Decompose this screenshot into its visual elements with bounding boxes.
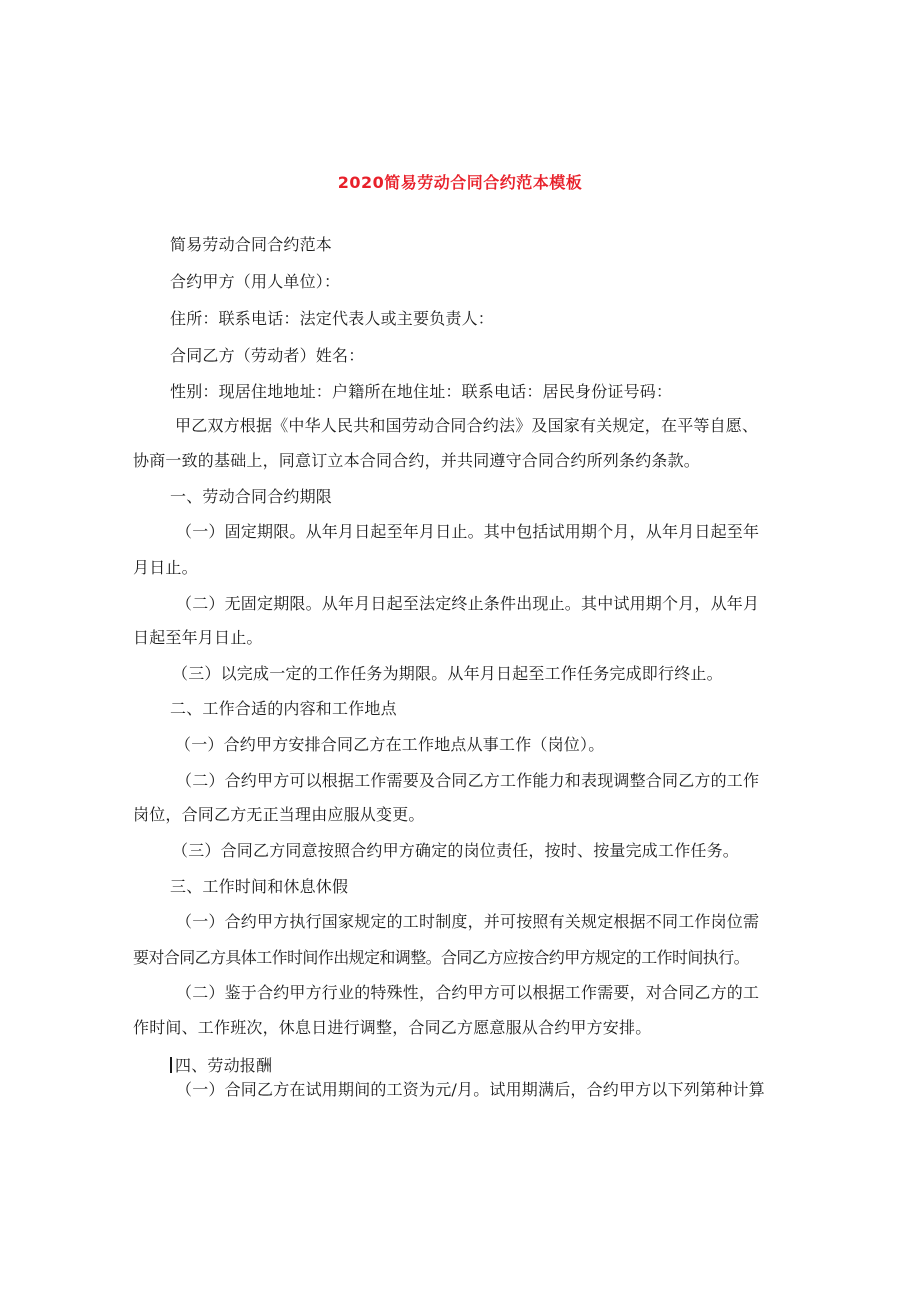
text-line: （三）合同乙方同意按照合约甲方确定的岗位责任，按时、按量完成工作任务。 — [172, 841, 740, 860]
margin-bar-mark — [170, 1057, 172, 1073]
text-line: 甲乙双方根据《中华人民共和国劳动合同合约法》及国家有关规定，在平等自愿、 — [175, 416, 759, 435]
text-line: 协商一致的基础上，同意订立本合同合约，并共同遵守合同合约所列条约条款。 — [133, 451, 701, 470]
section-heading: 三、工作时间和休息休假 — [170, 877, 349, 896]
text-line: （一）固定期限。从年月日起至年月日止。其中包括试用期个月，从年月日起至年 — [176, 522, 760, 541]
text-line: 合约甲方（用人单位）： — [170, 272, 341, 291]
text-line: 住所：联系电话：法定代表人或主要负责人： — [170, 309, 495, 328]
text-line: 作时间、工作班次，休息日进行调整，合同乙方愿意服从合约甲方安排。 — [133, 1018, 652, 1037]
text-line: （一）合同乙方在试用期间的工资为元/月。试用期满后，合约甲方以下列第种计算 — [176, 1080, 765, 1099]
text-line: 合同乙方（劳动者）姓名： — [170, 346, 365, 365]
text-line: 岗位，合同乙方无正当理由应服从变更。 — [133, 805, 425, 824]
text-line: （二）合约甲方可以根据工作需要及合同乙方工作能力和表现调整合同乙方的工作 — [176, 771, 760, 790]
text-line: 月日止。 — [133, 558, 198, 577]
text-line: （二）无固定期限。从年月日起至法定终止条件出现止。其中试用期个月，从年月 — [176, 594, 760, 613]
text-line: 性别：现居住地地址：户籍所在地住址：联系电话：居民身份证号码： — [170, 382, 673, 401]
text-line: （二）鉴于合约甲方行业的特殊性，合约甲方可以根据工作需要，对合同乙方的工 — [176, 983, 760, 1002]
section-heading: 二、工作合适的内容和工作地点 — [170, 699, 397, 718]
text-line: （三）以完成一定的工作任务为期限。从年月日起至工作任务完成即行终止。 — [172, 664, 723, 683]
section-heading: 一、劳动合同合约期限 — [170, 487, 333, 506]
text-line: 日起至年月日止。 — [133, 628, 263, 647]
section-heading-text: 四、劳动报酬 — [175, 1056, 273, 1075]
text-line: 要对合同乙方具体工作时间作出规定和调整。合同乙方应按合约甲方规定的工作时间执行。 — [133, 948, 750, 967]
section-heading — [170, 1056, 272, 1076]
document-title: 2020简易劳动合同合约范本模板 — [337, 173, 583, 192]
text-line: （一）合约甲方安排合同乙方在工作地点从事工作（岗位）。 — [175, 735, 605, 754]
text-line: 简易劳动合同合约范本 — [170, 235, 333, 254]
text-line: （一）合约甲方执行国家规定的工时制度，并可按照有关规定根据不同工作岗位需 — [176, 912, 760, 931]
